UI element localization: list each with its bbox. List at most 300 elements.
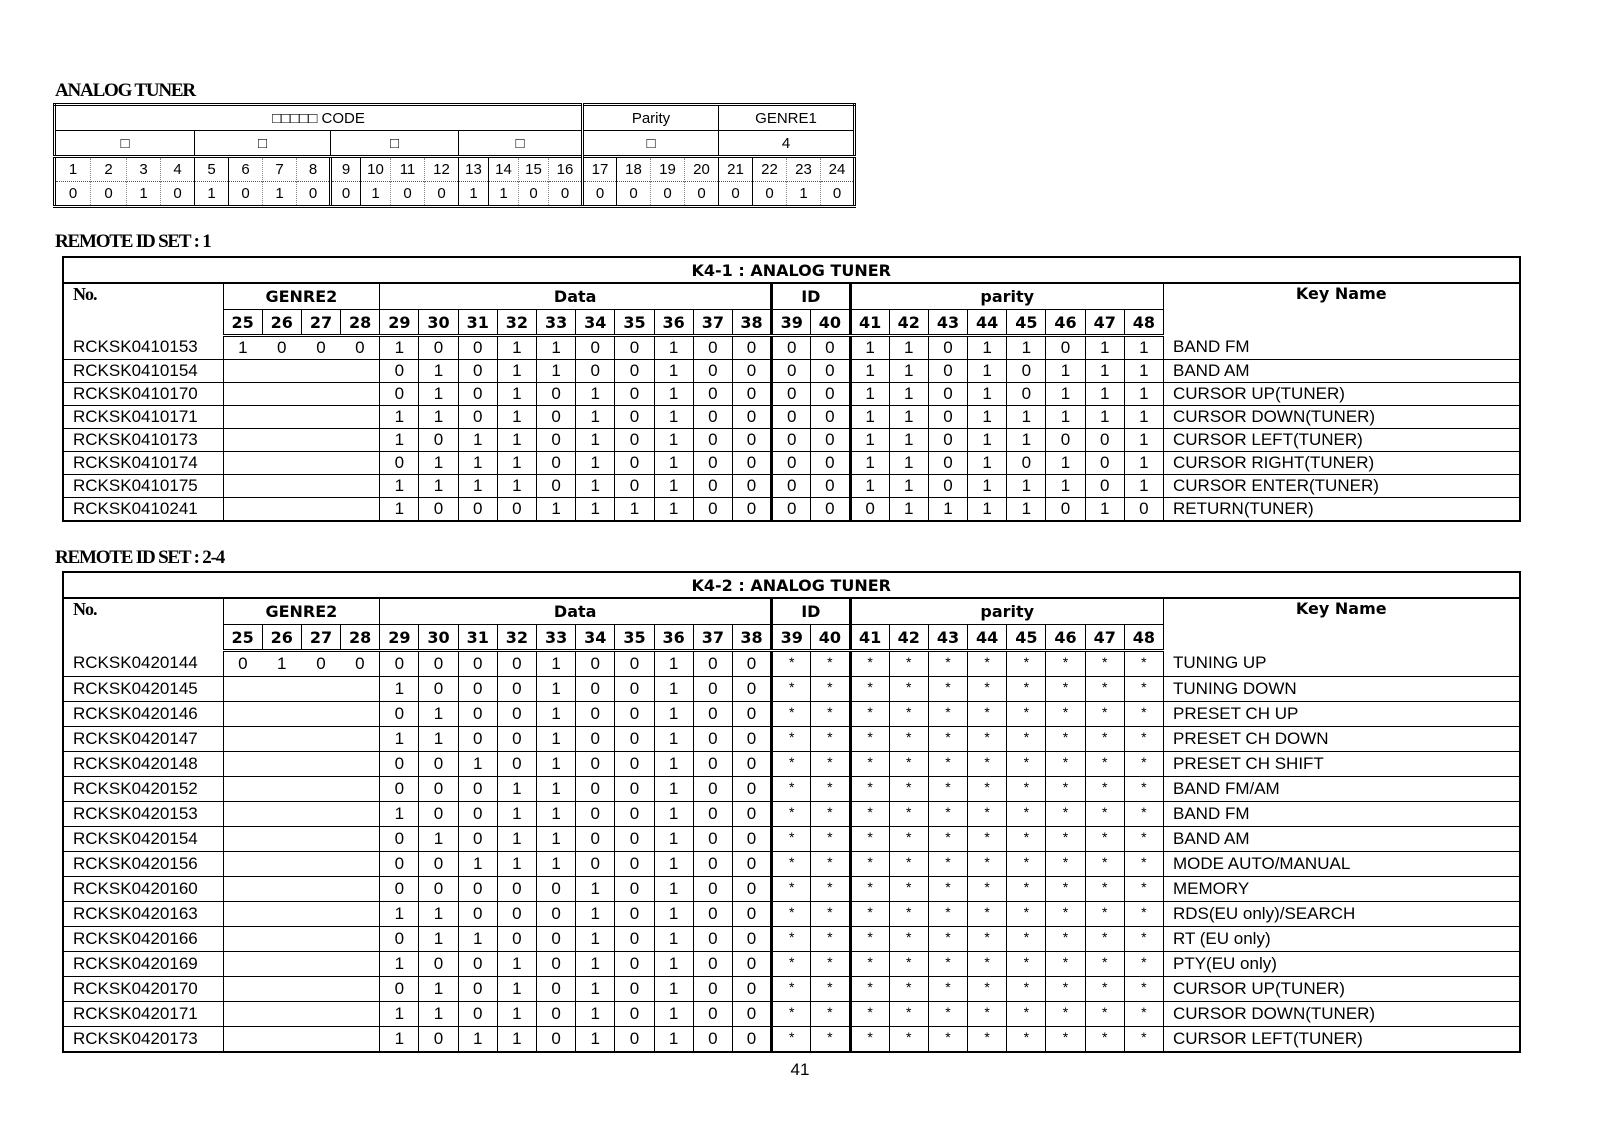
bit-value-cell: 0 bbox=[458, 802, 497, 827]
remote-code-cell: RCKSK0420170 bbox=[63, 977, 223, 1002]
bit-value-cell: * bbox=[1124, 927, 1163, 952]
bit-value-cell: 1 bbox=[497, 827, 536, 852]
bit-value-cell: * bbox=[928, 827, 967, 852]
bit-value-cell: 0 bbox=[615, 336, 654, 360]
bit-value-cell: * bbox=[1046, 702, 1085, 727]
bit-value-cell: * bbox=[811, 827, 850, 852]
bit-value-cell: 1 bbox=[615, 498, 654, 522]
code-label: □□□□□ CODE bbox=[55, 105, 583, 131]
bit-value-cell: 0 bbox=[693, 702, 732, 727]
genre2-bit-cell: 0 bbox=[301, 336, 340, 360]
bit-value-cell: * bbox=[1085, 1027, 1124, 1053]
bit-value-cell: 0 bbox=[693, 452, 732, 475]
bit-value-cell: * bbox=[889, 702, 928, 727]
bit-value-cell: 1 bbox=[458, 927, 497, 952]
bit-value-cell: 1 bbox=[576, 383, 615, 406]
bit-value-cell: 1 bbox=[889, 475, 928, 498]
bit-value-cell: * bbox=[1085, 927, 1124, 952]
bit-value-cell: 0 bbox=[55, 182, 91, 207]
key-name-cell: MEMORY bbox=[1164, 877, 1520, 902]
bit-value-cell: 1 bbox=[380, 429, 419, 452]
genre2-bit-cell bbox=[341, 452, 380, 475]
bit-value-cell: 0 bbox=[1046, 429, 1085, 452]
bit-value-cell: 0 bbox=[615, 383, 654, 406]
code-header-row bbox=[55, 105, 855, 131]
bit-value-cell: 1 bbox=[537, 677, 576, 702]
bit-value-cell: 0 bbox=[615, 1027, 654, 1053]
bit-value-cell: 1 bbox=[1124, 360, 1163, 383]
table-row bbox=[63, 852, 1520, 877]
bit-value-cell: * bbox=[1124, 827, 1163, 852]
bit-value-cell: 1 bbox=[419, 702, 458, 727]
bit-value-cell: 1 bbox=[458, 429, 497, 452]
bit-number-cell: 10 bbox=[361, 157, 391, 182]
bit-value-cell: * bbox=[889, 902, 928, 927]
bit-value-cell: 1 bbox=[654, 777, 693, 802]
bit-value-cell: * bbox=[1085, 651, 1124, 677]
bit-value-cell: 0 bbox=[380, 360, 419, 383]
bit-value-cell: 0 bbox=[693, 752, 732, 777]
bit-value-cell: 0 bbox=[772, 360, 811, 383]
remote-code-cell: RCKSK0420171 bbox=[63, 1002, 223, 1027]
bit-value-cell: * bbox=[1085, 977, 1124, 1002]
table-row bbox=[63, 827, 1520, 852]
bit-value-cell: * bbox=[1085, 1002, 1124, 1027]
key-name-cell: TUNING UP bbox=[1164, 651, 1520, 677]
bit-value-cell: 0 bbox=[693, 902, 732, 927]
bit-value-cell: 0 bbox=[615, 902, 654, 927]
bit-value-cell: 1 bbox=[419, 452, 458, 475]
bit-value-cell: 0 bbox=[693, 852, 732, 877]
genre2-bit-cell: 0 bbox=[301, 651, 340, 677]
genre2-bit-cell bbox=[301, 406, 340, 429]
group-header-row bbox=[63, 598, 1520, 625]
bit-value-cell: 0 bbox=[615, 727, 654, 752]
bit-value-cell: * bbox=[1007, 777, 1046, 802]
bit-value-cell: 1 bbox=[419, 360, 458, 383]
bit-number-header: 28 bbox=[341, 625, 380, 651]
genre2-bit-cell bbox=[341, 429, 380, 452]
bit-value-cell: 0 bbox=[458, 902, 497, 927]
bit-value-cell: 0 bbox=[772, 498, 811, 522]
bit-value-cell: 1 bbox=[537, 498, 576, 522]
bit-value-cell: 0 bbox=[811, 498, 850, 522]
key-name-cell: CURSOR DOWN(TUNER) bbox=[1164, 1002, 1520, 1027]
key-name-cell: RT (EU only) bbox=[1164, 927, 1520, 952]
remote-code-cell: RCKSK0420148 bbox=[63, 752, 223, 777]
code-bit-number-row bbox=[55, 157, 855, 182]
bit-value-cell: * bbox=[772, 927, 811, 952]
bit-number-header: 35 bbox=[615, 625, 654, 651]
bit-value-cell: 0 bbox=[497, 727, 536, 752]
bit-value-cell: 0 bbox=[693, 360, 732, 383]
genre2-bit-cell bbox=[301, 827, 340, 852]
bit-value-cell: * bbox=[1046, 1002, 1085, 1027]
table-row bbox=[63, 1002, 1520, 1027]
bit-value-cell: 1 bbox=[654, 360, 693, 383]
genre2-bit-cell bbox=[262, 877, 301, 902]
column-header-parity: parity bbox=[850, 283, 1164, 310]
bit-value-cell: 1 bbox=[928, 498, 967, 522]
bit-value-cell: * bbox=[772, 902, 811, 927]
bit-value-cell: * bbox=[928, 702, 967, 727]
bit-value-cell: 0 bbox=[419, 336, 458, 360]
bit-value-cell: * bbox=[850, 777, 889, 802]
bit-value-cell: * bbox=[928, 1002, 967, 1027]
genre2-bit-cell bbox=[341, 1027, 380, 1053]
bit-value-cell: 1 bbox=[1046, 406, 1085, 429]
bit-value-cell: 1 bbox=[497, 802, 536, 827]
nibble-label: □ bbox=[195, 131, 331, 157]
bit-value-cell: 0 bbox=[1085, 452, 1124, 475]
bit-value-cell: 1 bbox=[654, 651, 693, 677]
bit-value-cell: 0 bbox=[576, 827, 615, 852]
genre2-bit-cell bbox=[341, 977, 380, 1002]
bit-value-cell: 1 bbox=[459, 182, 489, 207]
genre2-bit-cell bbox=[301, 677, 340, 702]
bit-value-cell: 0 bbox=[419, 651, 458, 677]
bit-value-cell: * bbox=[928, 677, 967, 702]
bit-value-cell: * bbox=[772, 727, 811, 752]
bit-value-cell: 1 bbox=[654, 383, 693, 406]
genre2-bit-cell bbox=[223, 677, 262, 702]
bit-value-cell: 0 bbox=[537, 877, 576, 902]
bit-value-cell: 1 bbox=[850, 383, 889, 406]
bit-value-cell: 0 bbox=[732, 452, 771, 475]
genre2-bit-cell bbox=[262, 902, 301, 927]
genre2-bit-cell bbox=[341, 777, 380, 802]
bit-value-cell: * bbox=[889, 977, 928, 1002]
genre2-bit-cell: 1 bbox=[223, 336, 262, 360]
bit-value-cell: * bbox=[1046, 1027, 1085, 1053]
bit-value-cell: 0 bbox=[732, 702, 771, 727]
bit-value-cell: 0 bbox=[419, 1027, 458, 1053]
bit-value-cell: 0 bbox=[537, 406, 576, 429]
genre2-bit-cell bbox=[262, 752, 301, 777]
bit-value-cell: 0 bbox=[811, 383, 850, 406]
bit-value-cell: 1 bbox=[489, 182, 519, 207]
nibble-label: 4 bbox=[719, 131, 855, 157]
column-header-genre2: GENRE2 bbox=[223, 598, 380, 625]
table-row bbox=[63, 727, 1520, 752]
bit-value-cell: * bbox=[968, 1027, 1007, 1053]
table-row bbox=[63, 677, 1520, 702]
bit-value-cell: 1 bbox=[654, 802, 693, 827]
bit-value-cell: 0 bbox=[458, 777, 497, 802]
genre2-bit-cell bbox=[341, 727, 380, 752]
bit-value-cell: 0 bbox=[732, 777, 771, 802]
genre2-bit-cell bbox=[262, 429, 301, 452]
bit-value-cell: 0 bbox=[615, 406, 654, 429]
genre2-bit-cell bbox=[223, 927, 262, 952]
bit-value-cell: * bbox=[1007, 802, 1046, 827]
bit-value-cell: 1 bbox=[419, 406, 458, 429]
genre2-bit-cell bbox=[301, 952, 340, 977]
bit-value-cell: 0 bbox=[732, 1002, 771, 1027]
bit-value-cell: 1 bbox=[654, 877, 693, 902]
bit-value-cell: 1 bbox=[419, 977, 458, 1002]
bit-value-cell: 1 bbox=[1007, 429, 1046, 452]
bit-value-cell: * bbox=[850, 702, 889, 727]
bit-value-cell: 1 bbox=[380, 727, 419, 752]
bit-number-cell: 18 bbox=[617, 157, 651, 182]
bit-value-cell: 0 bbox=[537, 927, 576, 952]
nibble-label: □ bbox=[331, 131, 459, 157]
bit-value-cell: 1 bbox=[654, 702, 693, 727]
genre2-bit-cell bbox=[301, 475, 340, 498]
bit-value-cell: 1 bbox=[968, 498, 1007, 522]
genre2-bit-cell bbox=[301, 727, 340, 752]
bit-value-cell: * bbox=[811, 651, 850, 677]
bit-value-cell: 0 bbox=[693, 406, 732, 429]
bit-value-cell: * bbox=[1046, 852, 1085, 877]
bit-number-cell: 4 bbox=[161, 157, 195, 182]
bit-value-cell: 1 bbox=[1124, 383, 1163, 406]
bit-value-cell: 1 bbox=[1046, 452, 1085, 475]
bit-value-cell: * bbox=[928, 1027, 967, 1053]
bit-value-cell: 0 bbox=[732, 977, 771, 1002]
bit-value-cell: * bbox=[968, 827, 1007, 852]
remote-code-cell: RCKSK0410154 bbox=[63, 360, 223, 383]
bit-value-cell: * bbox=[811, 1002, 850, 1027]
bit-value-cell: 0 bbox=[497, 877, 536, 902]
bit-value-cell: 1 bbox=[1046, 383, 1085, 406]
genre2-bit-cell bbox=[301, 927, 340, 952]
genre2-bit-cell bbox=[223, 952, 262, 977]
key-name-cell: BAND AM bbox=[1164, 827, 1520, 852]
bit-value-cell: * bbox=[968, 802, 1007, 827]
bit-number-header: 39 bbox=[772, 625, 811, 651]
remote-code-cell: RCKSK0410174 bbox=[63, 452, 223, 475]
key-name-cell: PRESET CH UP bbox=[1164, 702, 1520, 727]
bit-value-cell: * bbox=[1124, 1027, 1163, 1053]
bit-value-cell: 0 bbox=[1085, 429, 1124, 452]
bit-value-cell: 1 bbox=[458, 1027, 497, 1053]
bit-number-cell: 8 bbox=[297, 157, 331, 182]
bit-value-cell: 1 bbox=[419, 902, 458, 927]
remote-code-cell: RCKSK0420146 bbox=[63, 702, 223, 727]
bit-value-cell: 1 bbox=[1007, 498, 1046, 522]
bit-value-cell: * bbox=[1124, 952, 1163, 977]
bit-value-cell: 1 bbox=[850, 452, 889, 475]
bit-value-cell: 0 bbox=[537, 475, 576, 498]
remote-code-cell: RCKSK0420145 bbox=[63, 677, 223, 702]
key-name-cell: CURSOR LEFT(TUNER) bbox=[1164, 1027, 1520, 1053]
remote-code-cell: RCKSK0420144 bbox=[63, 651, 223, 677]
remote-code-cell: RCKSK0420147 bbox=[63, 727, 223, 752]
table-row bbox=[63, 977, 1520, 1002]
bit-value-cell: 0 bbox=[537, 952, 576, 977]
genre2-bit-cell bbox=[301, 752, 340, 777]
bit-value-cell: 0 bbox=[576, 852, 615, 877]
bit-number-cell: 19 bbox=[651, 157, 685, 182]
genre2-bit-cell bbox=[262, 777, 301, 802]
genre2-bit-cell bbox=[223, 752, 262, 777]
bit-value-cell: 0 bbox=[419, 752, 458, 777]
bit-value-cell: 0 bbox=[576, 336, 615, 360]
bit-value-cell: * bbox=[850, 1002, 889, 1027]
bit-value-cell: 0 bbox=[693, 802, 732, 827]
bit-value-cell: * bbox=[811, 952, 850, 977]
bit-value-cell: * bbox=[968, 977, 1007, 1002]
bit-number-cell: 1 bbox=[55, 157, 91, 182]
bit-number-header: 29 bbox=[380, 625, 419, 651]
bit-number-header: 25 bbox=[223, 310, 262, 336]
genre2-bit-cell bbox=[341, 406, 380, 429]
bit-value-cell: 0 bbox=[576, 651, 615, 677]
bit-value-cell: 1 bbox=[419, 1002, 458, 1027]
bit-value-cell: 0 bbox=[537, 1027, 576, 1053]
bit-value-cell: * bbox=[811, 877, 850, 902]
genre2-bit-cell bbox=[223, 1027, 262, 1053]
genre2-bit-cell bbox=[223, 727, 262, 752]
bit-number-cell: 14 bbox=[489, 157, 519, 182]
bit-value-cell: 0 bbox=[615, 475, 654, 498]
bit-number-header: 47 bbox=[1085, 625, 1124, 651]
bit-value-cell: * bbox=[772, 1002, 811, 1027]
bit-value-cell: * bbox=[811, 777, 850, 802]
bit-value-cell: * bbox=[772, 752, 811, 777]
table-row bbox=[63, 777, 1520, 802]
bit-value-cell: 0 bbox=[458, 877, 497, 902]
bit-value-cell: 0 bbox=[576, 677, 615, 702]
bit-value-cell: 0 bbox=[928, 429, 967, 452]
bit-number-cell: 7 bbox=[263, 157, 297, 182]
table-row bbox=[63, 452, 1520, 475]
bit-value-cell: * bbox=[850, 977, 889, 1002]
bit-value-cell: * bbox=[811, 752, 850, 777]
bit-value-cell: * bbox=[1007, 877, 1046, 902]
column-header-data: Data bbox=[380, 283, 772, 310]
key-name-cell: CURSOR ENTER(TUNER) bbox=[1164, 475, 1520, 498]
bit-number-header: 44 bbox=[968, 310, 1007, 336]
column-header-no: No. bbox=[63, 598, 223, 651]
bit-value-cell: 0 bbox=[497, 927, 536, 952]
bit-value-cell: 0 bbox=[576, 777, 615, 802]
bit-number-header: 28 bbox=[341, 310, 380, 336]
bit-value-cell: 1 bbox=[654, 1002, 693, 1027]
bit-value-cell: 1 bbox=[1085, 383, 1124, 406]
remote-code-cell: RCKSK0420153 bbox=[63, 802, 223, 827]
bit-value-cell: * bbox=[1046, 827, 1085, 852]
bit-value-cell: 0 bbox=[811, 360, 850, 383]
bit-value-cell: 1 bbox=[537, 727, 576, 752]
bit-value-cell: 0 bbox=[458, 702, 497, 727]
bit-value-cell: * bbox=[811, 677, 850, 702]
bit-value-cell: 1 bbox=[1124, 475, 1163, 498]
bit-value-cell: 1 bbox=[889, 406, 928, 429]
bit-value-cell: 1 bbox=[497, 429, 536, 452]
bit-value-cell: 1 bbox=[1085, 498, 1124, 522]
bit-value-cell: 1 bbox=[195, 182, 229, 207]
bit-value-cell: 1 bbox=[127, 182, 161, 207]
bit-value-cell: 0 bbox=[458, 498, 497, 522]
bit-value-cell: 0 bbox=[537, 429, 576, 452]
bit-value-cell: * bbox=[889, 777, 928, 802]
bit-value-cell: 0 bbox=[380, 651, 419, 677]
bit-number-cell: 9 bbox=[331, 157, 361, 182]
bit-value-cell: 0 bbox=[811, 429, 850, 452]
bit-value-cell: * bbox=[1046, 777, 1085, 802]
bit-value-cell: * bbox=[1007, 977, 1046, 1002]
bit-value-cell: 1 bbox=[458, 852, 497, 877]
genre2-bit-cell bbox=[341, 952, 380, 977]
bit-value-cell: 1 bbox=[850, 360, 889, 383]
bit-value-cell: 0 bbox=[732, 677, 771, 702]
key-name-cell: CURSOR UP(TUNER) bbox=[1164, 383, 1520, 406]
bit-value-cell: 0 bbox=[719, 182, 753, 207]
bit-value-cell: * bbox=[1007, 1027, 1046, 1053]
bit-value-cell: * bbox=[772, 827, 811, 852]
bit-value-cell: 1 bbox=[654, 852, 693, 877]
bit-value-cell: 0 bbox=[693, 827, 732, 852]
bit-number-header: 46 bbox=[1046, 625, 1085, 651]
bit-number-cell: 6 bbox=[229, 157, 263, 182]
bit-value-cell: * bbox=[850, 1027, 889, 1053]
bit-value-cell: 0 bbox=[732, 360, 771, 383]
bit-value-cell: 1 bbox=[654, 475, 693, 498]
bit-value-cell: 1 bbox=[576, 977, 615, 1002]
bit-value-cell: 0 bbox=[732, 406, 771, 429]
bit-value-cell: * bbox=[1124, 877, 1163, 902]
bit-value-cell: * bbox=[1046, 927, 1085, 952]
bit-value-cell: 0 bbox=[617, 182, 651, 207]
bit-value-cell: * bbox=[1124, 1002, 1163, 1027]
bit-value-cell: 0 bbox=[928, 360, 967, 383]
bit-value-cell: 0 bbox=[772, 406, 811, 429]
bit-number-header: 47 bbox=[1085, 310, 1124, 336]
bit-value-cell: * bbox=[889, 852, 928, 877]
bit-number-cell: 12 bbox=[425, 157, 459, 182]
genre2-bit-cell bbox=[262, 475, 301, 498]
bit-value-cell: 1 bbox=[968, 336, 1007, 360]
bit-value-cell: * bbox=[889, 1002, 928, 1027]
bit-value-cell: * bbox=[772, 1027, 811, 1053]
bit-value-cell: 1 bbox=[576, 406, 615, 429]
bit-value-cell: 1 bbox=[850, 475, 889, 498]
bit-value-cell: 0 bbox=[458, 360, 497, 383]
genre2-bit-cell: 0 bbox=[262, 336, 301, 360]
bit-value-cell: 1 bbox=[654, 406, 693, 429]
bit-value-cell: * bbox=[968, 877, 1007, 902]
code-bit-value-row bbox=[55, 182, 855, 207]
genre2-bit-cell bbox=[341, 752, 380, 777]
bit-value-cell: * bbox=[1124, 752, 1163, 777]
bit-value-cell: 0 bbox=[615, 651, 654, 677]
genre2-bit-cell bbox=[223, 902, 262, 927]
bit-value-cell: 0 bbox=[537, 452, 576, 475]
bit-value-cell: 0 bbox=[458, 406, 497, 429]
bit-value-cell: 1 bbox=[968, 406, 1007, 429]
bit-value-cell: 1 bbox=[889, 360, 928, 383]
bit-value-cell: * bbox=[928, 952, 967, 977]
bit-value-cell: * bbox=[1007, 902, 1046, 927]
column-header-key-name: Key Name bbox=[1164, 283, 1520, 336]
bit-value-cell: 1 bbox=[968, 360, 1007, 383]
table-row bbox=[63, 360, 1520, 383]
bit-value-cell: 1 bbox=[576, 927, 615, 952]
bit-value-cell: 0 bbox=[928, 336, 967, 360]
bit-value-cell: 1 bbox=[537, 651, 576, 677]
bit-value-cell: 1 bbox=[497, 1027, 536, 1053]
genre2-bit-cell bbox=[341, 1002, 380, 1027]
table-row bbox=[63, 1027, 1520, 1053]
remote-code-cell: RCKSK0410241 bbox=[63, 498, 223, 522]
bit-value-cell: 0 bbox=[615, 802, 654, 827]
remote-code-cell: RCKSK0410153 bbox=[63, 336, 223, 360]
bit-value-cell: 0 bbox=[811, 336, 850, 360]
nibble-label: □ bbox=[459, 131, 583, 157]
